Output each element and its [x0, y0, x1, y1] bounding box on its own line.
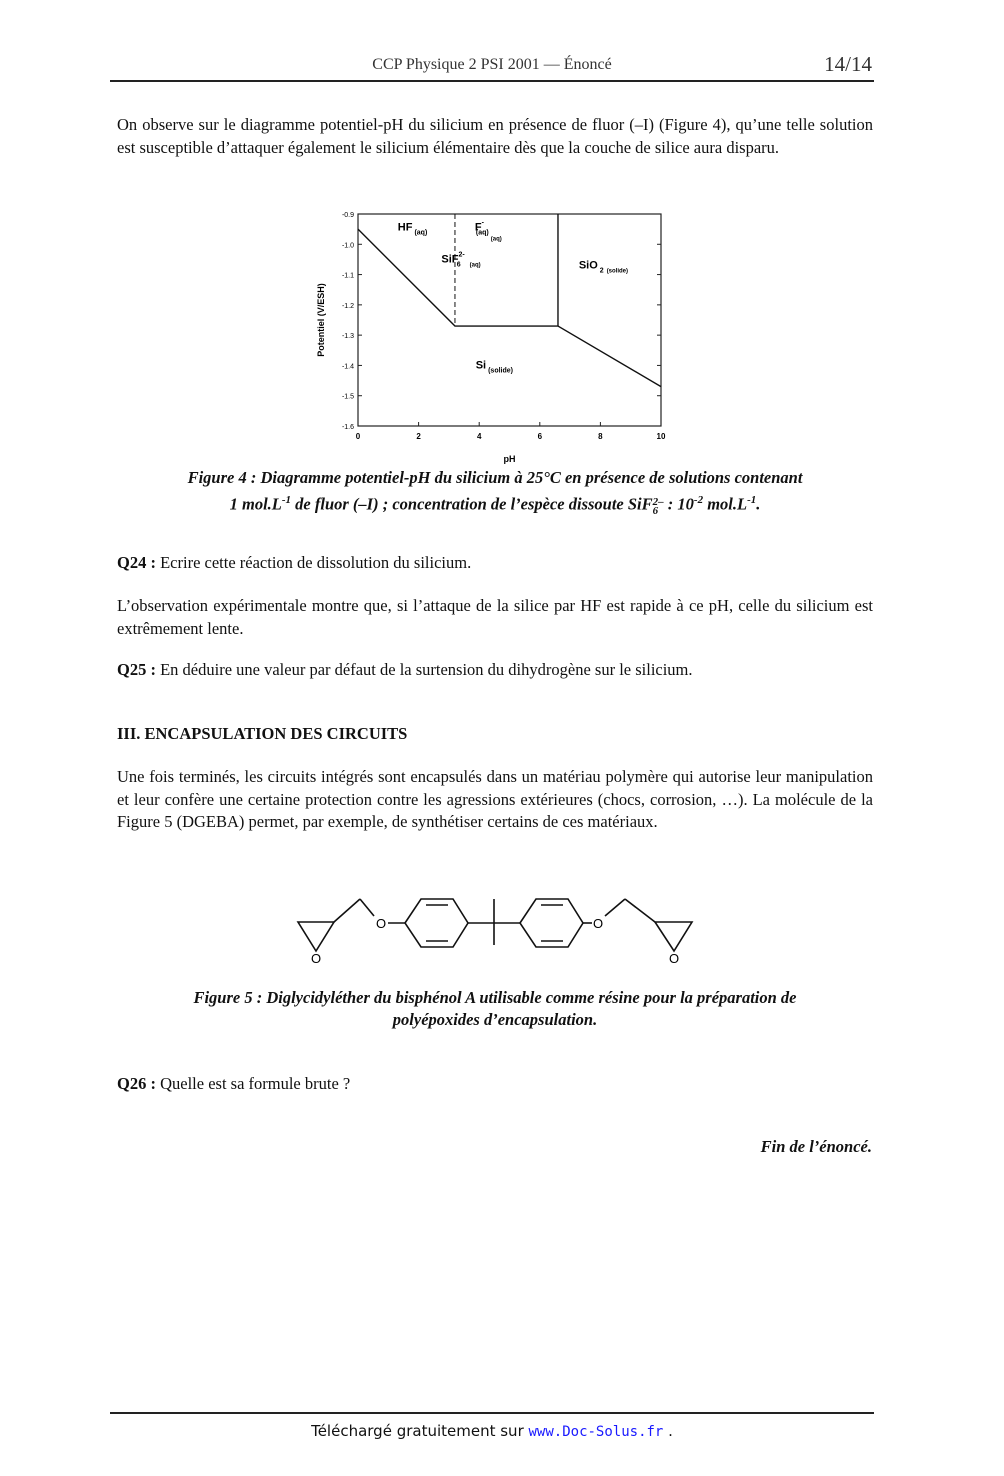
- q25-label: Q25 :: [117, 660, 156, 679]
- region-label: HF $_{(aq)}$: [397, 221, 428, 237]
- region-label: $F^-(aq)_{(aq)}$: [474, 219, 502, 243]
- x-tick-label: 8: [598, 432, 603, 441]
- region-label: Si $_{(solide)}$: [475, 359, 513, 375]
- region-label: SiO $_2$ (solide): [578, 259, 629, 275]
- series-line: [358, 229, 661, 386]
- figure5-caption-line2: polyépoxides d’encapsulation.: [392, 1010, 598, 1029]
- figure4-caption-line1: Figure 4 : Diagramme potentiel-pH du silicium à 25°C en présence de solutions contenant: [187, 468, 803, 487]
- epoxide-left: [298, 922, 334, 951]
- figure5-caption: [117, 987, 873, 1031]
- question-26: [117, 1073, 873, 1096]
- footer-link[interactable]: www.Doc-Solus.fr: [528, 1424, 664, 1440]
- x-tick-label: 10: [656, 432, 666, 441]
- q25-text: En déduire une valeur par défaut de la surtension du dihydrogène sur le silicium.: [155, 660, 693, 679]
- q24-text: Ecrire cette réaction de dissolution du silicium.: [155, 553, 472, 572]
- y-tick-label: -1.4: [341, 363, 354, 371]
- region-label: SiF$^{2-}$6 (aq): [441, 251, 481, 269]
- x-tick-label: 4: [476, 432, 482, 441]
- page-number: 14/14: [824, 52, 872, 76]
- y-axis-label: Potentiel (V/ESH): [316, 283, 326, 357]
- q26-label: Q26 :: [117, 1074, 156, 1093]
- bond: [334, 899, 360, 922]
- page-header: [110, 52, 874, 82]
- potential-ph-diagram: [300, 205, 700, 470]
- q26-text: Quelle est sa formule brute ?: [155, 1074, 351, 1093]
- oxygen-atom: O: [592, 916, 604, 931]
- x-tick-label: 6: [537, 432, 543, 441]
- footer-prefix: Téléchargé gratuitement sur: [311, 1422, 529, 1440]
- plot-frame: [358, 214, 661, 426]
- intro-paragraph: On observe sur le diagramme potentiel-pH du silicium en présence de fluor (–I) (Figure 4), qu’une telle solution est susceptible d’attaquer également le silicium élémentaire dès que la couche de silice aura disparu.: [117, 115, 873, 157]
- oxygen-atom: O: [310, 951, 322, 966]
- figure4-caption-line2: 1 $mol.L^{-1}$ de fluor (–I) ; concentration de l’espèce dissoute SiF 2– 6 : $10^{-2}$ $mol.L^{-1}$.: [229, 494, 761, 517]
- observation-paragraph: L’observation expérimentale montre que, si l’attaque de la silice par HF est rapide à ce pH, celle du silicium est extrêmement lente.: [117, 596, 873, 638]
- oxygen-atom: O: [668, 951, 680, 966]
- section-title: III. ENCAPSULATION DES CIRCUITS: [117, 724, 408, 743]
- q24-label: Q24 :: [117, 553, 156, 572]
- page-footer: [110, 1422, 874, 1440]
- y-tick-label: -1.3: [341, 333, 354, 341]
- end-note: Fin de l’énoncé.: [760, 1137, 872, 1156]
- benzene-left: [405, 899, 468, 947]
- y-tick-label: -1.5: [341, 393, 354, 401]
- oxygen-atom: O: [375, 916, 387, 931]
- x-tick-label: 0: [355, 432, 361, 441]
- x-tick-label: 2: [416, 432, 421, 441]
- header-title: CCP Physique 2 PSI 2001 — Énoncé: [372, 56, 612, 73]
- y-tick-label: -1.0: [341, 242, 354, 250]
- encapsulation-paragraph: Une fois terminés, les circuits intégrés sont encapsulés dans un matériau polymère qui autorise leur manipulation et leur confère une certaine protection contre les agressions extérieures (chocs, corrosion, …). La molécule de la Figure 5 (DGEBA) permet, par exemple, de synthétiser certains de ces matériaux.: [117, 767, 873, 831]
- y-tick-label: -1.2: [341, 302, 354, 310]
- epoxide-right: [655, 922, 692, 951]
- y-tick-label: -0.9: [341, 212, 354, 219]
- footer-rule: [110, 1412, 874, 1414]
- y-tick-label: -1.1: [341, 272, 354, 280]
- x-axis-label: pH: [503, 454, 516, 464]
- figure4-caption: [117, 467, 873, 516]
- bond: [360, 899, 374, 916]
- footer-suffix: .: [663, 1422, 673, 1440]
- dgeba-molecule: [290, 885, 710, 970]
- benzene-right: [520, 899, 583, 947]
- question-24: [117, 552, 873, 575]
- question-25: [117, 659, 873, 682]
- figure5-caption-line1: Figure 5 : Diglycidyléther du bisphénol A utilisable comme résine pour la préparation de: [193, 988, 797, 1007]
- y-tick-label: -1.6: [341, 424, 354, 431]
